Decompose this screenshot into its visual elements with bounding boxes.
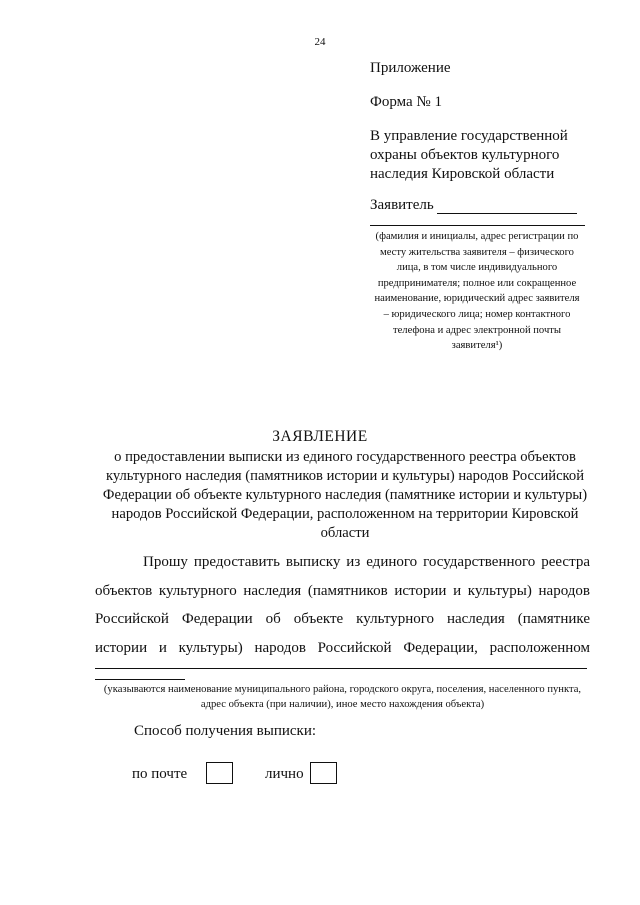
applicant-label: Заявитель xyxy=(370,197,434,213)
by-mail-checkbox[interactable] xyxy=(206,762,233,784)
addressee-line: наследия Кировской области xyxy=(370,166,555,182)
addressee-block xyxy=(370,127,568,184)
request-paragraph xyxy=(95,548,590,691)
form-number: Форма № 1 xyxy=(370,94,442,110)
applicant-input-line[interactable] xyxy=(437,212,577,214)
applicant-input-line-2[interactable] xyxy=(370,224,585,226)
document-subtitle: о предоставлении выписки из единого государственного реестра объектов культурного наследия (памятников истории и культуры) народов Российской Федерации об объекте культурного наследия (памятнике истории и культуры) народов Российской Федерации, расположенном на территории Кировской области xyxy=(102,449,588,541)
document-title: ЗАЯВЛЕНИЕ xyxy=(272,428,368,445)
addressee-line: охраны объектов культурного xyxy=(370,147,560,163)
by-mail-label: по почте xyxy=(132,766,188,782)
addressee-line: В управление государственной xyxy=(370,128,568,144)
page-number: 24 xyxy=(314,36,326,48)
in-person-label: лично xyxy=(265,766,304,782)
receipt-method-label: Способ получения выписки: xyxy=(134,723,317,739)
appendix-label: Приложение xyxy=(370,60,451,76)
location-hint: (указываются наименование муниципального района, городского округа, поселения, населенного пункта, адрес объекта (при наличии), иное место нахождения объекта) xyxy=(103,684,582,710)
applicant-note: (фамилия и инициалы, адрес регистрации по месту жительства заявителя – физического лица, в том числе индивидуального предпринимателя; полное или сокращенное наименование, юридический адрес заявителя – юридического лица; номер контактного телефона и адрес электронной почты заявителя¹) xyxy=(374,231,580,352)
in-person-checkbox[interactable] xyxy=(310,762,337,784)
location-input-line-2[interactable] xyxy=(95,667,587,669)
request-text: Прошу предоставить выписку из единого государственного реестра объектов культурного наследия (памятников истории и культуры) народов Российской Федерации об объекте культурного наследия (памятнике истории и культуры) народов Российской Федерации, расположенном xyxy=(95,554,590,656)
